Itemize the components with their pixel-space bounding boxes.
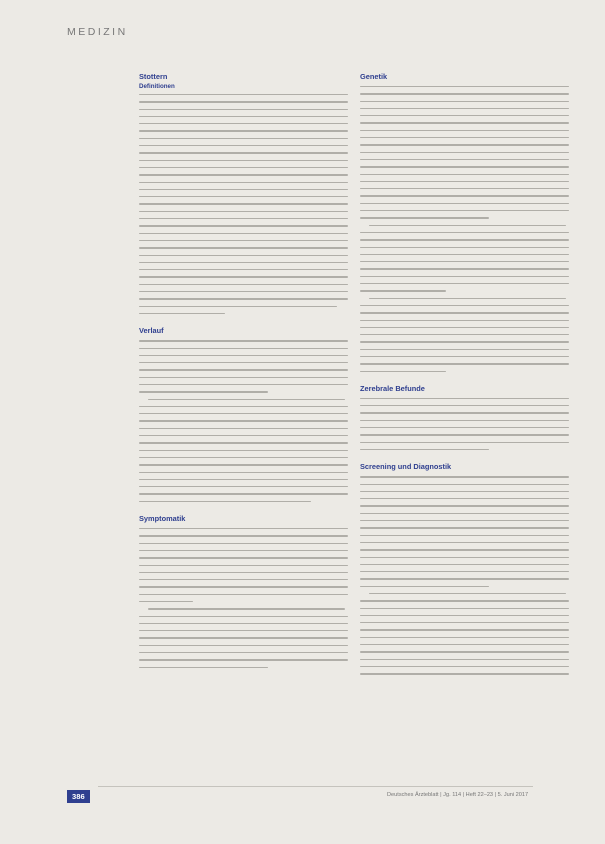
section-label: MEDIZIN [67, 26, 128, 38]
paragraph-symptomatik [139, 525, 354, 671]
page-number: 386 [67, 790, 90, 803]
section-screening [360, 462, 575, 677]
journal-citation: Deutsches Ärzteblatt | Jg. 114 | Heft 22–23 | 5. Juni 2017 [387, 792, 529, 798]
section-stottern [139, 72, 354, 317]
paragraph-genetik [360, 83, 575, 375]
heading-symptomatik: Symptomatik [139, 514, 186, 524]
heading-genetik: Genetik [360, 72, 388, 81]
section-zerebrale-befunde [360, 384, 575, 453]
paragraph-definitionen [139, 91, 354, 317]
paragraph-zerebrale-befunde [360, 395, 575, 453]
right-column [360, 72, 575, 687]
footer-rule [98, 786, 533, 787]
left-column [139, 72, 354, 680]
heading-verlauf: Verlauf [139, 326, 164, 336]
paragraph-verlauf [139, 337, 354, 505]
subheading-definitionen: Definitionen [139, 83, 175, 90]
heading-stottern: Stottern [139, 72, 168, 81]
section-symptomatik [139, 514, 354, 671]
section-genetik [360, 72, 575, 375]
heading-zerebrale-befunde: Zerebrale Befunde [360, 383, 425, 393]
heading-screening: Screening und Diagnostik [360, 462, 452, 472]
section-verlauf [139, 326, 354, 505]
paragraph-screening [360, 473, 575, 677]
